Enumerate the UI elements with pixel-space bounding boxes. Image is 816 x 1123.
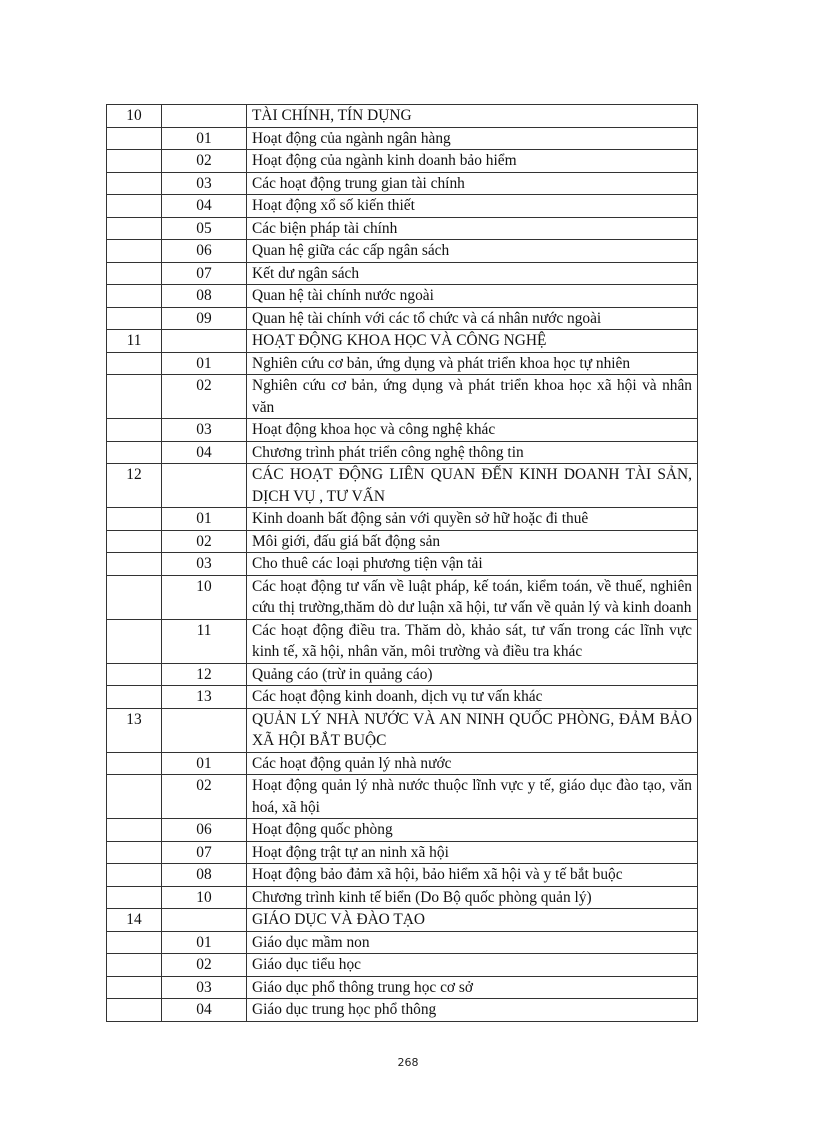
table-row (107, 841, 698, 864)
group-code-cell (107, 530, 162, 553)
item-code-cell (162, 708, 247, 752)
table-row (107, 375, 698, 419)
group-code-cell (107, 999, 162, 1022)
item-code-cell: 02 (162, 775, 247, 819)
description-cell: Hoạt động xổ số kiến thiết (247, 195, 698, 218)
table-row (107, 217, 698, 240)
item-code-cell: 12 (162, 663, 247, 686)
group-code-cell (107, 217, 162, 240)
item-code-cell: 11 (162, 619, 247, 663)
group-code-cell (107, 841, 162, 864)
table-row (107, 686, 698, 709)
page-number: 268 (397, 1056, 419, 1069)
description-cell: Các hoạt động điều tra. Thăm dò, khảo sát, tư vấn trong các lĩnh vực kinh tế, xã hội, nhân văn, môi trường và điều tra khác (247, 619, 698, 663)
item-code-cell: 10 (162, 886, 247, 909)
description-cell: Hoạt động trật tự an ninh xã hội (247, 841, 698, 864)
table-row (107, 352, 698, 375)
description-cell: Quan hệ tài chính nước ngoài (247, 285, 698, 308)
description-cell: Nghiên cứu cơ bản, ứng dụng và phát triển khoa học tự nhiên (247, 352, 698, 375)
table-row (107, 553, 698, 576)
description-cell: Môi giới, đấu giá bất động sản (247, 530, 698, 553)
item-code-cell: 09 (162, 307, 247, 330)
group-code-cell (107, 575, 162, 619)
group-code-cell (107, 508, 162, 531)
group-code-cell (107, 375, 162, 419)
group-code-cell (107, 819, 162, 842)
description-cell: Kinh doanh bất động sản với quyền sở hữ hoặc đi thuê (247, 508, 698, 531)
item-code-cell: 01 (162, 508, 247, 531)
description-cell: Chương trình kinh tế biển (Do Bộ quốc phòng quản lý) (247, 886, 698, 909)
item-code-cell: 01 (162, 127, 247, 150)
description-cell: Chương trình phát triển công nghệ thông tin (247, 441, 698, 464)
table-row (107, 307, 698, 330)
group-code-cell: 10 (107, 105, 162, 128)
item-code-cell: 04 (162, 195, 247, 218)
table-row (107, 954, 698, 977)
description-cell: Các hoạt động kinh doanh, dịch vụ tư vấn khác (247, 686, 698, 709)
table-row (107, 530, 698, 553)
description-cell: Giáo dục tiểu học (247, 954, 698, 977)
group-header-row (107, 464, 698, 508)
table-row (107, 864, 698, 887)
description-cell: Hoạt động quốc phòng (247, 819, 698, 842)
description-cell: Quan hệ giữa các cấp ngân sách (247, 240, 698, 263)
description-cell: Nghiên cứu cơ bản, ứng dụng và phát triển khoa học xã hội và nhân văn (247, 375, 698, 419)
table-row (107, 240, 698, 263)
item-code-cell (162, 909, 247, 932)
table-row (107, 999, 698, 1022)
group-code-cell (107, 172, 162, 195)
group-header-row (107, 330, 698, 353)
table-row (107, 886, 698, 909)
item-code-cell: 03 (162, 419, 247, 442)
group-header-row (107, 909, 698, 932)
classification-table (106, 104, 698, 1022)
item-code-cell: 01 (162, 752, 247, 775)
description-cell: Cho thuê các loại phương tiện vận tải (247, 553, 698, 576)
item-code-cell: 07 (162, 841, 247, 864)
description-cell: Các hoạt động tư vấn về luật pháp, kế toán, kiểm toán, về thuế, nghiên cứu thị trường,thăm dò dư luận xã hội, tư vấn về quản lý và kinh doanh (247, 575, 698, 619)
item-code-cell (162, 330, 247, 353)
item-code-cell: 01 (162, 931, 247, 954)
table-row (107, 172, 698, 195)
group-code-cell: 11 (107, 330, 162, 353)
group-code-cell (107, 307, 162, 330)
table-row (107, 619, 698, 663)
item-code-cell: 02 (162, 375, 247, 419)
description-cell: Hoạt động của ngành ngân hàng (247, 127, 698, 150)
table-row (107, 752, 698, 775)
item-code-cell: 03 (162, 172, 247, 195)
item-code-cell: 06 (162, 240, 247, 263)
table-row (107, 663, 698, 686)
group-code-cell (107, 195, 162, 218)
table-row (107, 419, 698, 442)
group-code-cell (107, 419, 162, 442)
description-cell: Quan hệ tài chính với các tổ chức và cá nhân nước ngoài (247, 307, 698, 330)
group-code-cell (107, 127, 162, 150)
item-code-cell: 04 (162, 999, 247, 1022)
group-code-cell (107, 663, 162, 686)
table-row (107, 575, 698, 619)
description-cell: Hoạt động của ngành kinh doanh bảo hiểm (247, 150, 698, 173)
description-cell: Các biện pháp tài chính (247, 217, 698, 240)
description-cell: HOẠT ĐỘNG KHOA HỌC VÀ CÔNG NGHỆ (247, 330, 698, 353)
item-code-cell: 08 (162, 864, 247, 887)
item-code-cell: 02 (162, 530, 247, 553)
description-cell: Hoạt động khoa học và công nghệ khác (247, 419, 698, 442)
item-code-cell: 06 (162, 819, 247, 842)
description-cell: Các hoạt động quản lý nhà nước (247, 752, 698, 775)
group-code-cell (107, 150, 162, 173)
table-row (107, 285, 698, 308)
item-code-cell: 13 (162, 686, 247, 709)
item-code-cell (162, 105, 247, 128)
table-row (107, 441, 698, 464)
classification-table-body (107, 105, 698, 1022)
description-cell: CÁC HOẠT ĐỘNG LIÊN QUAN ĐẾN KINH DOANH TÀI SẢN, DỊCH VỤ , TƯ VẤN (247, 464, 698, 508)
table-row (107, 127, 698, 150)
item-code-cell: 08 (162, 285, 247, 308)
table-row (107, 976, 698, 999)
item-code-cell: 03 (162, 553, 247, 576)
item-code-cell: 01 (162, 352, 247, 375)
description-cell: QUẢN LÝ NHÀ NƯỚC VÀ AN NINH QUỐC PHÒNG, ĐẢM BẢO XÃ HỘI BẮT BUỘC (247, 708, 698, 752)
description-cell: Giáo dục phổ thông trung học cơ sở (247, 976, 698, 999)
group-code-cell (107, 864, 162, 887)
group-code-cell (107, 954, 162, 977)
item-code-cell (162, 464, 247, 508)
description-cell: Các hoạt động trung gian tài chính (247, 172, 698, 195)
table-row (107, 819, 698, 842)
table-row (107, 262, 698, 285)
table-row (107, 931, 698, 954)
item-code-cell: 05 (162, 217, 247, 240)
table-row (107, 195, 698, 218)
item-code-cell: 03 (162, 976, 247, 999)
group-code-cell: 14 (107, 909, 162, 932)
description-cell: TÀI CHÍNH, TÍN DỤNG (247, 105, 698, 128)
description-cell: Hoạt động quản lý nhà nước thuộc lĩnh vực y tế, giáo dục đào tạo, văn hoá, xã hội (247, 775, 698, 819)
group-code-cell (107, 976, 162, 999)
group-code-cell (107, 619, 162, 663)
description-cell: GIÁO DỤC VÀ ĐÀO TẠO (247, 909, 698, 932)
group-code-cell (107, 886, 162, 909)
group-code-cell (107, 262, 162, 285)
group-code-cell: 13 (107, 708, 162, 752)
group-code-cell (107, 775, 162, 819)
group-code-cell (107, 686, 162, 709)
group-code-cell (107, 752, 162, 775)
table-row (107, 508, 698, 531)
group-code-cell (107, 352, 162, 375)
group-code-cell: 12 (107, 464, 162, 508)
description-cell: Kết dư ngân sách (247, 262, 698, 285)
group-header-row (107, 708, 698, 752)
group-header-row (107, 105, 698, 128)
item-code-cell: 07 (162, 262, 247, 285)
table-row (107, 775, 698, 819)
item-code-cell: 10 (162, 575, 247, 619)
group-code-cell (107, 931, 162, 954)
item-code-cell: 02 (162, 954, 247, 977)
group-code-cell (107, 441, 162, 464)
item-code-cell: 04 (162, 441, 247, 464)
table-row (107, 150, 698, 173)
item-code-cell: 02 (162, 150, 247, 173)
description-cell: Hoạt động bảo đảm xã hội, bảo hiểm xã hội và y tế bắt buộc (247, 864, 698, 887)
description-cell: Quảng cáo (trừ in quảng cáo) (247, 663, 698, 686)
group-code-cell (107, 285, 162, 308)
description-cell: Giáo dục trung học phổ thông (247, 999, 698, 1022)
group-code-cell (107, 240, 162, 263)
group-code-cell (107, 553, 162, 576)
description-cell: Giáo dục mầm non (247, 931, 698, 954)
